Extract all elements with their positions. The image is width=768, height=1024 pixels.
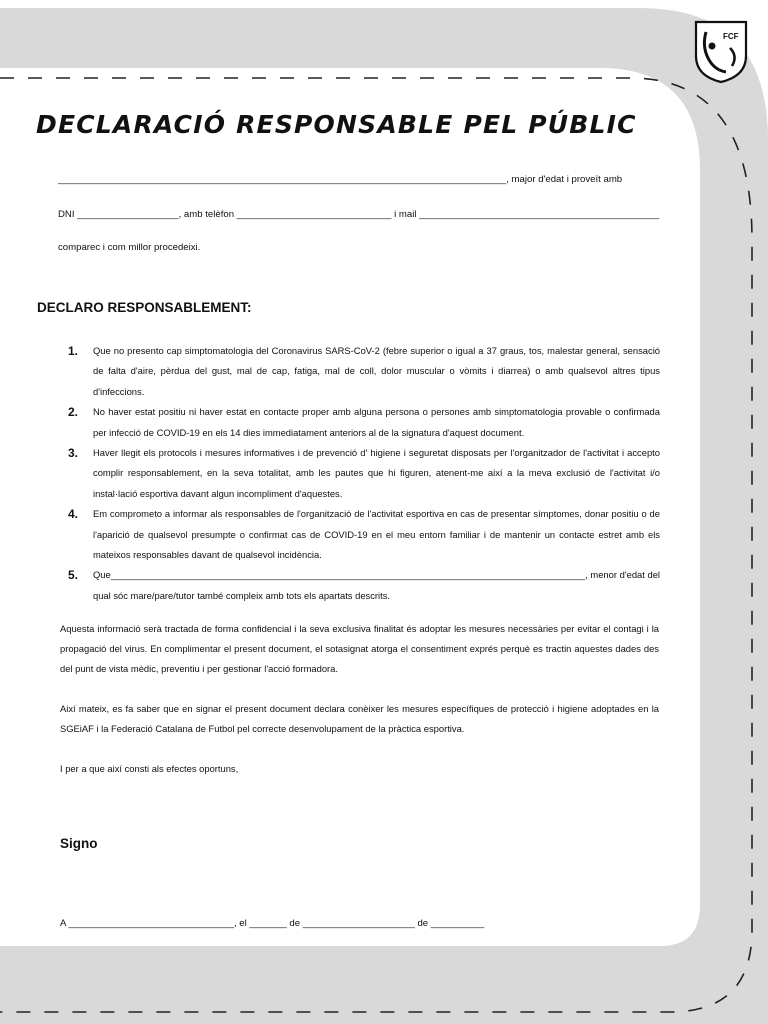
name-line (58, 173, 622, 186)
list-item[interactable] (68, 565, 660, 606)
closing-paragraph: I per a que així consti als efectes oportuns, (60, 763, 239, 774)
page-title: DECLARACIÓ RESPONSABLE PEL PÚBLIC (36, 110, 637, 139)
item-text: Que___________________________________________________________________________________________, menor d'edat del qual sóc mare/pare/tutor també compleix amb tots els apartats descrits. (93, 569, 660, 601)
item-number: 2. (68, 405, 79, 420)
item-number: 5. (68, 568, 79, 583)
item-number: 1. (68, 344, 79, 358)
comparec-line: comparec i com millor procedeixi. (58, 242, 201, 253)
list-item (68, 504, 660, 565)
item-text: Que no presento cap simptomatologia del Coronavirus SARS-CoV-2 (febre superior o igual a 37 graus, tos, malestar general, sensació de falta d'aire, pèrdua del gust, mal de cap, fatiga, mal de coll, dolor muscular o vòmits i diarrea) o amb qualsevol altres tipus d'infeccions. (93, 345, 660, 397)
list-item (68, 402, 660, 443)
signature-label: Signo (60, 836, 98, 851)
place-date-line[interactable]: A _______________________________, el _______ de _____________________ de __________ (60, 918, 485, 929)
item-number: 3. (68, 446, 79, 461)
item-text: Haver llegit els protocols i mesures informatives i de prevenció d' higiene i seguretat disposats per l'organitzador de l'activitat i accepto complir responsablement, en la seva totalitat, amb les pautes que hi figuren, atenent-me així a la meva exclusió de l'activitat i/o instal·lació esportiva davant algun incompliment d'aquestes. (93, 447, 660, 499)
measures-paragraph: Així mateix, es fa saber que en signar el present document declara conèixer les mesures específiques de protecció i higiene adoptades en la SGEiAF i la Federació Catalana de Futbol pel correcte desenvolupament de la pràctica esportiva. (60, 703, 659, 734)
fcf-shield-icon (692, 18, 750, 84)
dni-phone-mail-line[interactable]: DNI ___________________, amb telèfon _____________________________ i mail _____________________________________________ (58, 209, 660, 220)
name-line-tail: , major d'edat i proveït amb (506, 174, 623, 185)
declaro-heading: DECLARO RESPONSABLEMENT: (37, 300, 252, 315)
confidentiality-paragraph: Aquesta informació serà tractada de forma confidencial i la seva exclusiva finalitat és adoptar les mesures necessàries per evitar el contagi i la propagació del virus. En complimentar el present document, el sotasignat atorga el consentiment exprés perquè es tractin aquestes dades des del punt de vista mèdic, preventiu i per gestionar l'acció formadora. (60, 623, 659, 674)
item-number: 4. (68, 507, 79, 522)
list-item (68, 443, 660, 504)
declaration-list (68, 341, 660, 606)
item-text: Em comprometo a informar als responsables de l'organització de l'activitat esportiva en cas de presentar símptomes, donar positiu o de l'aparició de qualsevol presumpte o confirmat cas de COVID-19 en el meu entorn familiar i de mantenir un contacte estret amb els mateixos responsables davant de qualsevol incidència. (93, 508, 660, 561)
list-item (68, 341, 660, 402)
name-blank[interactable]: ____________________________________________________________________________________ (58, 174, 507, 185)
logo-text: FCF (723, 32, 739, 41)
item-text: No haver estat positiu ni haver estat en contacte proper amb alguna persona o persones amb simptomatologia provable o confirmada per infecció de COVID-19 en els 14 dies immediatament anteriors al de la signatura d'aquest document. (93, 406, 660, 438)
